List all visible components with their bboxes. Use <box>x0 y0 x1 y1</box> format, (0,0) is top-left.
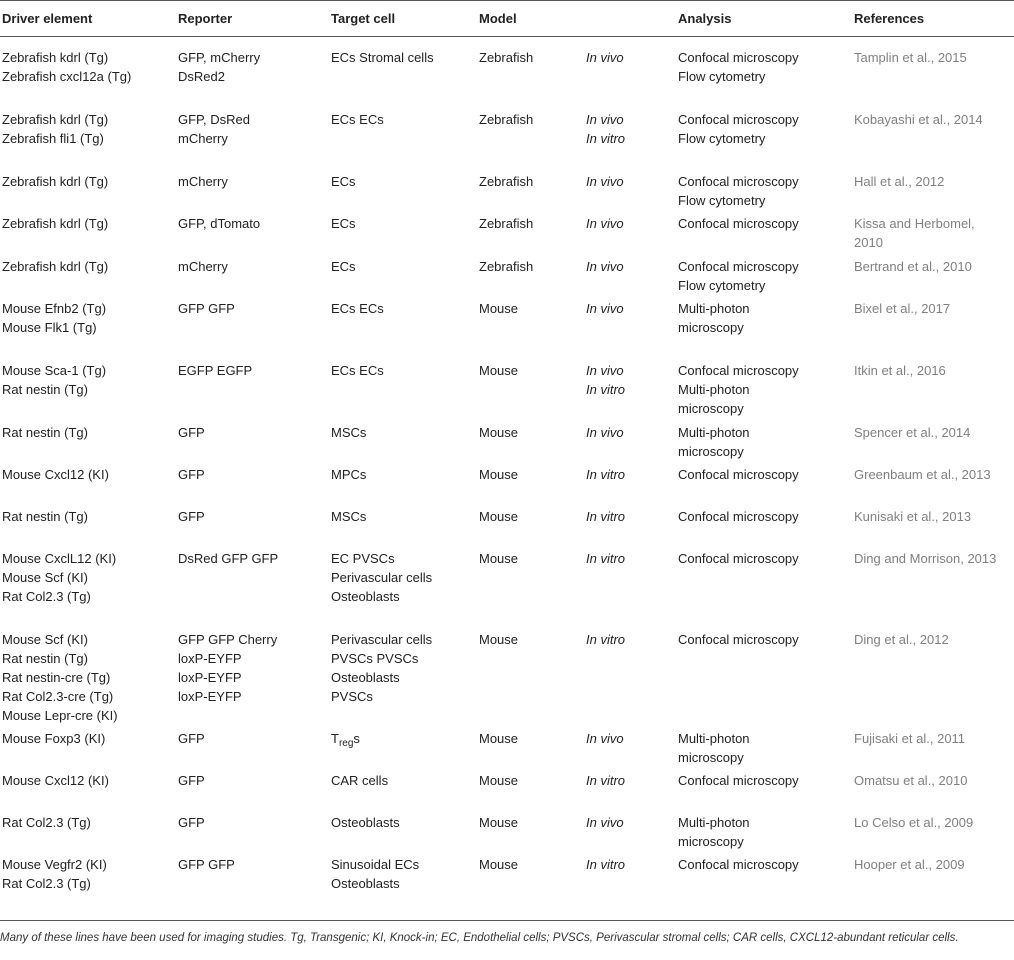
references-cell <box>854 299 950 318</box>
references-cell <box>854 813 973 832</box>
target-cell <box>331 771 388 790</box>
driver-cell <box>2 729 105 748</box>
reporter-line: EGFP EGFP <box>178 363 253 378</box>
model-line: Mouse <box>479 731 519 746</box>
driver-line: Zebrafish kdrl (Tg) <box>2 259 109 274</box>
target-cell <box>331 110 384 129</box>
driver-line: Mouse CxclL12 (KI) <box>2 551 117 566</box>
setting-cell <box>586 465 625 484</box>
setting-cell <box>586 423 624 442</box>
setting-cell <box>586 855 625 874</box>
model-line: Mouse <box>479 509 519 524</box>
reporter-cell <box>178 361 252 380</box>
header-target-cell: Target cell <box>331 11 396 26</box>
reporter-cell <box>178 549 278 568</box>
setting-line: In vivo <box>586 301 624 316</box>
references-line: Hooper et al., 2009 <box>854 857 965 872</box>
target-cell <box>331 299 384 318</box>
target-line: MSCs <box>331 425 367 440</box>
analysis-cell <box>678 299 750 337</box>
driver-line: Rat nestin (Tg) <box>2 382 88 397</box>
analysis-cell <box>678 771 799 790</box>
model-line: Mouse <box>479 815 519 830</box>
driver-line: Mouse Scf (KI) <box>2 632 88 647</box>
analysis-line: Confocal microscopy <box>678 112 799 127</box>
analysis-line: Confocal microscopy <box>678 509 799 524</box>
driver-line: Zebrafish kdrl (Tg) <box>2 112 109 127</box>
model-line: Zebrafish <box>479 112 534 127</box>
analysis-cell <box>678 110 799 148</box>
setting-line: In vivo <box>586 216 624 231</box>
setting-line: In vitro <box>586 632 626 647</box>
treg-suffix: s <box>353 731 360 746</box>
references-cell <box>854 423 970 442</box>
model-cell <box>479 771 518 790</box>
analysis-line: Multi-photon <box>678 382 750 397</box>
references-line: Kunisaki et al., 2013 <box>854 509 972 524</box>
driver-cell <box>2 813 91 832</box>
setting-line: In vitro <box>586 467 626 482</box>
driver-line: Mouse Cxcl12 (KI) <box>2 467 109 482</box>
setting-cell <box>586 48 624 67</box>
header-driver-element: Driver element <box>2 11 93 26</box>
analysis-cell <box>678 257 799 295</box>
model-line: Mouse <box>479 301 519 316</box>
analysis-line: Confocal microscopy <box>678 551 799 566</box>
analysis-line: Multi-photon <box>678 731 750 746</box>
driver-line: Mouse Lepr-cre (KI) <box>2 708 118 723</box>
driver-line: Mouse Cxcl12 (KI) <box>2 773 109 788</box>
analysis-cell <box>678 423 750 461</box>
setting-cell <box>586 257 624 276</box>
target-line: EC PVSCs <box>331 551 395 566</box>
target-cell <box>331 48 434 67</box>
target-cell <box>331 172 356 191</box>
analysis-line: Flow cytometry <box>678 278 766 293</box>
references-line: Tamplin et al., 2015 <box>854 50 967 65</box>
bottom-rule <box>0 920 1014 921</box>
header-rule <box>0 36 1014 37</box>
reporter-cell <box>178 507 205 526</box>
reporter-line: DsRed GFP GFP <box>178 551 279 566</box>
model-cell <box>479 813 518 832</box>
target-cell <box>331 549 432 606</box>
model-cell <box>479 465 518 484</box>
driver-line: Mouse Vegfr2 (KI) <box>2 857 107 872</box>
reporter-cell <box>178 729 205 748</box>
reporter-line: loxP-EYFP <box>178 651 242 666</box>
analysis-line: microscopy <box>678 834 744 849</box>
target-cell <box>331 257 356 276</box>
target-cell <box>331 361 384 380</box>
target-line: Osteoblasts <box>331 589 400 604</box>
driver-line: Mouse Efnb2 (Tg) <box>2 301 107 316</box>
target-cell <box>331 630 432 706</box>
model-line: Mouse <box>479 467 519 482</box>
driver-cell <box>2 214 108 233</box>
target-line: ECs <box>331 174 356 189</box>
analysis-cell <box>678 361 799 418</box>
analysis-cell <box>678 507 799 526</box>
driver-cell <box>2 549 116 606</box>
reporter-cell <box>178 257 228 276</box>
driver-line: Rat Col2.3 (Tg) <box>2 589 91 604</box>
analysis-cell <box>678 465 799 484</box>
driver-line: Rat nestin-cre (Tg) <box>2 670 111 685</box>
setting-cell <box>586 549 625 568</box>
analysis-cell <box>678 172 799 210</box>
setting-cell <box>586 110 625 148</box>
reporter-cell <box>178 855 235 874</box>
reporter-line: GFP GFP Cherry <box>178 632 278 647</box>
references-cell <box>854 729 965 748</box>
analysis-line: Confocal microscopy <box>678 773 799 788</box>
driver-line: Mouse Scf (KI) <box>2 570 88 585</box>
target-line: MSCs <box>331 509 367 524</box>
target-line: PVSCs PVSCs <box>331 651 419 666</box>
references-line: 2010 <box>854 235 883 250</box>
setting-line: In vivo <box>586 815 624 830</box>
model-cell <box>479 110 533 129</box>
driver-cell <box>2 48 131 86</box>
driver-cell <box>2 299 106 337</box>
reporter-line: GFP <box>178 815 205 830</box>
driver-line: Zebrafish kdrl (Tg) <box>2 174 109 189</box>
driver-line: Rat nestin (Tg) <box>2 651 88 666</box>
reporter-cell <box>178 465 205 484</box>
target-line: CAR cells <box>331 773 389 788</box>
reporter-line: loxP-EYFP <box>178 689 242 704</box>
reporter-line: mCherry <box>178 174 228 189</box>
analysis-line: Confocal microscopy <box>678 50 799 65</box>
target-line: ECs <box>331 259 356 274</box>
setting-cell <box>586 813 624 832</box>
references-line: Spencer et al., 2014 <box>854 425 971 440</box>
driver-line: Rat Col2.3 (Tg) <box>2 815 91 830</box>
references-cell <box>854 110 983 129</box>
setting-line: In vitro <box>586 551 626 566</box>
header-analysis: Analysis <box>678 11 732 26</box>
reporter-line: mCherry <box>178 259 228 274</box>
reporter-line: GFP, mCherry <box>178 50 261 65</box>
driver-cell <box>2 855 107 893</box>
model-line: Mouse <box>479 363 519 378</box>
model-cell <box>479 855 518 874</box>
reporter-line: GFP, dTomato <box>178 216 261 231</box>
analysis-line: Flow cytometry <box>678 193 766 208</box>
driver-cell <box>2 423 88 442</box>
reporter-line: GFP <box>178 509 205 524</box>
driver-cell <box>2 361 106 399</box>
reporter-line: loxP-EYFP <box>178 670 242 685</box>
model-cell <box>479 630 518 649</box>
target-line: Perivascular cells <box>331 632 433 647</box>
analysis-line: microscopy <box>678 401 744 416</box>
references-line: Lo Celso et al., 2009 <box>854 815 974 830</box>
analysis-line: microscopy <box>678 320 744 335</box>
model-cell <box>479 214 533 233</box>
analysis-line: Confocal microscopy <box>678 174 799 189</box>
analysis-cell <box>678 549 799 568</box>
reporter-line: GFP <box>178 425 205 440</box>
reporter-line: GFP, DsRed <box>178 112 251 127</box>
analysis-cell <box>678 855 799 874</box>
analysis-line: Flow cytometry <box>678 131 766 146</box>
analysis-line: Confocal microscopy <box>678 857 799 872</box>
setting-line: In vitro <box>586 131 626 146</box>
references-cell <box>854 771 967 790</box>
treg-base: T <box>331 731 339 746</box>
reporter-cell <box>178 813 205 832</box>
setting-line: In vivo <box>586 363 624 378</box>
setting-line: In vivo <box>586 425 624 440</box>
reporter-cell <box>178 630 277 706</box>
reporter-cell <box>178 299 235 318</box>
setting-line: In vitro <box>586 382 626 397</box>
reporter-line: GFP <box>178 467 205 482</box>
target-cell <box>331 813 400 832</box>
driver-line: Mouse Foxp3 (KI) <box>2 731 106 746</box>
setting-cell <box>586 507 625 526</box>
table-header <box>0 0 1014 36</box>
setting-line: In vivo <box>586 174 624 189</box>
target-line: ECs ECs <box>331 112 384 127</box>
model-cell <box>479 299 518 318</box>
references-line: Itkin et al., 2016 <box>854 363 946 378</box>
model-line: Zebrafish <box>479 259 534 274</box>
setting-line: In vivo <box>586 50 624 65</box>
model-cell <box>479 257 533 276</box>
model-cell <box>479 423 518 442</box>
analysis-line: Confocal microscopy <box>678 363 799 378</box>
target-line: ECs Stromal cells <box>331 50 434 65</box>
treg-subscript: reg <box>338 738 354 749</box>
target-cell <box>331 465 366 484</box>
analysis-line: Confocal microscopy <box>678 467 799 482</box>
analysis-cell <box>678 630 799 649</box>
setting-line: In vitro <box>586 857 626 872</box>
references-cell <box>854 855 965 874</box>
analysis-cell <box>678 214 799 233</box>
references-cell <box>854 630 949 649</box>
driver-line: Zebrafish fli1 (Tg) <box>2 131 104 146</box>
driver-cell <box>2 465 109 484</box>
reporter-cell <box>178 48 260 86</box>
analysis-line: Confocal microscopy <box>678 259 799 274</box>
references-line: Fujisaki et al., 2011 <box>854 731 966 746</box>
references-cell <box>854 48 967 67</box>
target-cell <box>331 855 419 893</box>
reporter-line: DsRed2 <box>178 69 225 84</box>
reporter-line: GFP <box>178 773 205 788</box>
references-line: Bertrand et al., 2010 <box>854 259 972 274</box>
analysis-line: Confocal microscopy <box>678 632 799 647</box>
reporter-line: GFP GFP <box>178 857 235 872</box>
reporter-line: GFP <box>178 731 205 746</box>
references-cell <box>854 507 971 526</box>
analysis-line: microscopy <box>678 750 744 765</box>
driver-line: Mouse Flk1 (Tg) <box>2 320 97 335</box>
header-model: Model <box>479 11 517 26</box>
driver-line: Zebrafish kdrl (Tg) <box>2 216 109 231</box>
references-cell <box>854 361 946 380</box>
driver-cell <box>2 110 108 148</box>
model-line: Zebrafish <box>479 174 534 189</box>
setting-cell <box>586 299 624 318</box>
driver-cell <box>2 172 108 191</box>
treg-label <box>331 729 360 753</box>
model-line: Zebrafish <box>479 216 534 231</box>
setting-cell <box>586 771 625 790</box>
model-cell <box>479 361 518 380</box>
setting-cell <box>586 729 624 748</box>
model-cell <box>479 507 518 526</box>
setting-cell <box>586 214 624 233</box>
target-cell <box>331 507 366 526</box>
target-line: ECs <box>331 216 356 231</box>
model-line: Mouse <box>479 857 519 872</box>
reporter-cell <box>178 771 205 790</box>
references-cell <box>854 549 996 568</box>
setting-line: In vivo <box>586 731 624 746</box>
target-line: Osteoblasts <box>331 876 400 891</box>
header-reporter: Reporter <box>178 11 233 26</box>
reporter-line: GFP GFP <box>178 301 235 316</box>
driver-line: Zebrafish kdrl (Tg) <box>2 50 109 65</box>
analysis-cell <box>678 729 750 767</box>
model-line: Mouse <box>479 425 519 440</box>
references-cell <box>854 214 975 252</box>
driver-line: Rat nestin (Tg) <box>2 425 88 440</box>
analysis-cell <box>678 813 750 851</box>
model-cell <box>479 729 518 748</box>
driver-line: Rat nestin (Tg) <box>2 509 88 524</box>
driver-cell <box>2 630 118 725</box>
target-line: Osteoblasts <box>331 670 400 685</box>
references-line: Bixel et al., 2017 <box>854 301 951 316</box>
reporter-line: mCherry <box>178 131 228 146</box>
target-cell <box>331 214 356 233</box>
references-cell <box>854 172 944 191</box>
driver-line: Mouse Sca-1 (Tg) <box>2 363 107 378</box>
setting-line: In vitro <box>586 773 626 788</box>
model-cell <box>479 48 533 67</box>
target-cell <box>331 423 366 442</box>
target-line: PVSCs <box>331 689 373 704</box>
reporter-cell <box>178 214 260 233</box>
driver-cell <box>2 771 109 790</box>
model-line: Mouse <box>479 632 519 647</box>
model-cell <box>479 172 533 191</box>
reporter-cell <box>178 110 250 148</box>
reporter-cell <box>178 423 205 442</box>
setting-line: In vivo <box>586 112 624 127</box>
analysis-line: Multi-photon <box>678 815 750 830</box>
target-line: Perivascular cells <box>331 570 433 585</box>
references-line: Ding and Morrison, 2013 <box>854 551 997 566</box>
target-line: ECs ECs <box>331 301 384 316</box>
model-line: Zebrafish <box>479 50 534 65</box>
driver-cell <box>2 507 88 526</box>
setting-line: In vivo <box>586 259 624 274</box>
references-line: Kissa and Herbomel, <box>854 216 975 231</box>
references-cell <box>854 257 972 276</box>
references-line: Hall et al., 2012 <box>854 174 945 189</box>
reporter-cell <box>178 172 228 191</box>
target-cell <box>331 729 360 753</box>
analysis-line: Multi-photon <box>678 301 750 316</box>
model-line: Mouse <box>479 551 519 566</box>
model-line: Mouse <box>479 773 519 788</box>
driver-line: Rat Col2.3-cre (Tg) <box>2 689 114 704</box>
setting-cell <box>586 361 625 399</box>
setting-cell <box>586 630 625 649</box>
driver-cell <box>2 257 108 276</box>
driver-line: Rat Col2.3 (Tg) <box>2 876 91 891</box>
analysis-line: Confocal microscopy <box>678 216 799 231</box>
target-line: Osteoblasts <box>331 815 400 830</box>
header-references: References <box>854 11 925 26</box>
references-line: Greenbaum et al., 2013 <box>854 467 991 482</box>
model-cell <box>479 549 518 568</box>
setting-line: In vitro <box>586 509 626 524</box>
references-line: Kobayashi et al., 2014 <box>854 112 983 127</box>
references-line: Omatsu et al., 2010 <box>854 773 968 788</box>
table-footnote: Many of these lines have been used for imaging studies. Tg, Transgenic; KI, Knock-in; EC, Endothelial cells; PVSCs, Perivascular stromal cells; CAR cells, CXCL12-abundant reticular cells. <box>0 932 959 944</box>
references-line: Ding et al., 2012 <box>854 632 949 647</box>
analysis-line: Multi-photon <box>678 425 750 440</box>
target-line: MPCs <box>331 467 367 482</box>
setting-cell <box>586 172 624 191</box>
analysis-cell <box>678 48 799 86</box>
target-line: Sinusoidal ECs <box>331 857 420 872</box>
analysis-line: Flow cytometry <box>678 69 766 84</box>
driver-line: Zebrafish cxcl12a (Tg) <box>2 69 132 84</box>
analysis-line: microscopy <box>678 444 744 459</box>
references-cell <box>854 465 991 484</box>
target-line: ECs ECs <box>331 363 384 378</box>
